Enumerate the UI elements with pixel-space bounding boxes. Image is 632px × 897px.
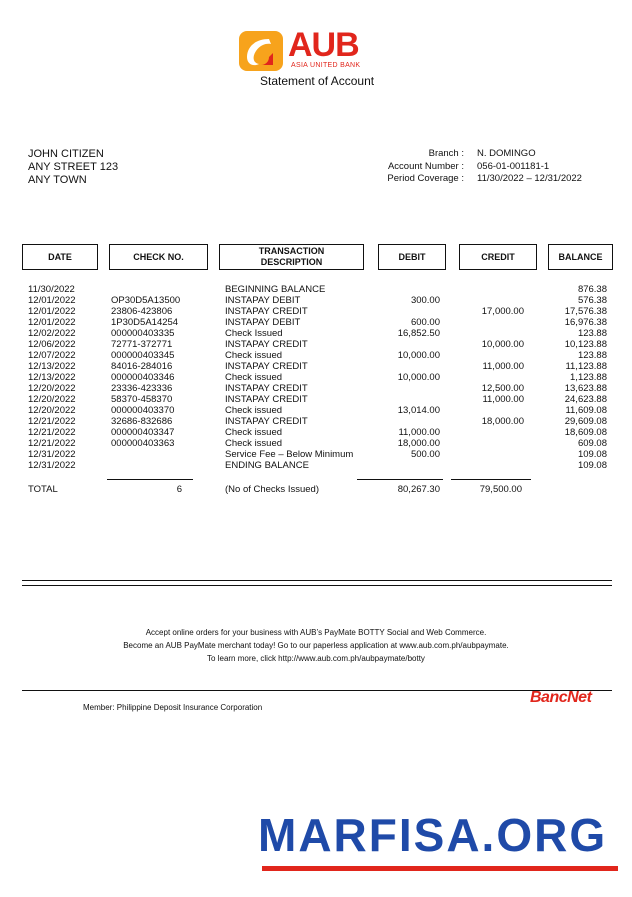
account-number-label: Account Number : [387,160,464,172]
pdic-member-text: Member: Philippine Deposit Insurance Corporation [83,703,263,712]
cell-desc: Check issued [225,438,283,449]
credit-total-rule [451,479,531,480]
bank-fullname: ASIA UNITED BANK [291,62,361,69]
cell-balance: 17,576.38 [564,306,607,317]
cell-desc: INSTAPAY CREDIT [225,394,308,405]
cell-check: 23806-423806 [111,306,173,317]
cell-desc: INSTAPAY CREDIT [225,339,308,350]
document-title: Statement of Account [260,74,375,88]
cell-date: 12/20/2022 [28,405,76,416]
bank-logo-text: AUB [288,26,359,64]
table-row [28,317,610,328]
cell-check: 1P30D5A14254 [111,317,179,328]
cell-desc: Check Issued [225,328,283,339]
cell-desc: INSTAPAY CREDIT [225,306,308,317]
cell-balance: 1,123.88 [570,372,607,383]
check-count-rule [107,479,193,480]
cell-credit: 11,000.00 [482,361,524,372]
promo-message [0,626,632,665]
header-debit: DEBIT [378,244,446,270]
watermark-underline [262,866,618,871]
cell-balance: 609.08 [577,438,607,449]
customer-town: ANY TOWN [28,174,87,186]
cell-debit: 500.00 [410,449,440,460]
cell-balance: 11,123.88 [565,361,607,372]
table-row [28,460,610,471]
cell-balance: 123.88 [577,328,607,339]
table-row [28,295,610,306]
cell-balance: 876.38 [577,284,607,295]
account-info-values [477,148,582,186]
watermark-text: MARFISA.ORG [258,809,608,861]
cell-credit: 11,000.00 [482,394,524,405]
table-row [28,416,610,427]
table-row [28,438,610,449]
header-date: DATE [22,244,98,270]
cell-balance: 10,123.88 [564,339,607,350]
cell-desc: Check issued [225,350,283,361]
table-row [28,394,610,405]
cell-check: 23336-423336 [111,383,173,394]
cell-desc: ENDING BALANCE [225,460,309,471]
table-row [28,405,610,416]
cell-desc: Check issued [225,372,283,383]
cell-check: 000000403345 [111,350,175,361]
cell-desc: Check issued [225,405,283,416]
table-row [28,427,610,438]
table-row [28,339,610,350]
branch-label: Branch : [428,148,464,159]
table-row [28,449,610,460]
period-value: 11/30/2022 – 12/31/2022 [477,173,582,184]
cell-date: 12/21/2022 [28,416,76,427]
table-row [28,372,610,383]
cell-date: 12/13/2022 [28,361,76,372]
table-row [28,350,610,361]
cell-check: 72771-372771 [111,339,173,350]
cell-debit: 16,852.50 [397,328,440,339]
cell-check: OP30D5A13500 [111,295,181,306]
cell-desc: INSTAPAY CREDIT [225,416,308,427]
cell-check: 84016-284016 [111,361,173,372]
cell-check: 000000403335 [111,328,175,339]
branch-value: N. DOMINGO [477,148,536,159]
cell-check: 32686-832686 [111,416,173,427]
cell-balance: 109.08 [577,449,607,460]
table-row [28,306,610,317]
cell-check: 000000403347 [111,427,175,438]
cell-debit: 10,000.00 [397,350,440,361]
customer-address [28,148,118,187]
promo-line-2: Become an AUB PayMate merchant today! Go to our paperless application at www.aub.com.ph/aubpaymate. [123,641,509,650]
cell-credit: 12,500.00 [481,383,524,394]
total-checks-note: (No of Checks Issued) [225,484,319,495]
cell-date: 12/01/2022 [28,317,76,328]
cell-balance: 11,609.08 [565,405,607,416]
table-row [28,383,610,394]
customer-street: ANY STREET 123 [28,161,119,173]
cell-date: 12/01/2022 [28,306,76,317]
double-rule-bottom [22,585,612,586]
cell-debit: 300.00 [410,295,440,306]
cell-debit: 18,000.00 [397,438,440,449]
cell-debit: 13,014.00 [397,405,440,416]
total-credit: 79,500.00 [479,484,522,495]
transaction-list [28,284,610,471]
cell-date: 11/30/2022 [28,284,75,295]
cell-date: 12/06/2022 [28,339,76,350]
total-debit: 80,267.30 [397,484,440,495]
cell-desc: INSTAPAY DEBIT [225,295,301,306]
table-row [28,284,610,295]
aub-logo-icon [239,31,283,71]
cell-balance: 576.38 [577,295,607,306]
total-label: TOTAL [28,484,58,495]
cell-desc: INSTAPAY CREDIT [225,361,308,372]
header-check-no: CHECK NO. [109,244,208,270]
cell-balance: 18,609.08 [564,427,607,438]
cell-credit: 18,000.00 [481,416,524,427]
cell-check: 000000403346 [111,372,175,383]
cell-date: 12/21/2022 [28,427,76,438]
header-transaction-description: TRANSACTION DESCRIPTION [219,244,364,270]
table-row [28,361,610,372]
footer-rule [22,690,612,691]
cell-balance: 123.88 [577,350,607,361]
header-credit: CREDIT [459,244,537,270]
cell-debit: 600.00 [410,317,440,328]
total-checks-count: 6 [176,484,182,495]
header-balance: BALANCE [548,244,613,270]
cell-balance: 109.08 [577,460,607,471]
cell-desc: INSTAPAY CREDIT [225,383,308,394]
customer-name: JOHN CITIZEN [28,148,104,160]
cell-date: 12/01/2022 [28,295,76,306]
cell-desc: INSTAPAY DEBIT [225,317,301,328]
period-label: Period Coverage : [387,173,464,184]
cell-desc: Check issued [225,427,283,438]
bancnet-logo: BancNet [530,689,592,706]
cell-credit: 10,000.00 [481,339,524,350]
debit-total-rule [357,479,443,480]
cell-debit: 10,000.00 [397,372,440,383]
account-number-value: 056-01-001181-1 [477,160,550,172]
table-row [28,328,610,339]
cell-check: 000000403370 [111,405,175,416]
cell-date: 12/21/2022 [28,438,76,449]
account-info-labels [330,148,464,186]
cell-credit: 17,000.00 [481,306,524,317]
cell-date: 12/31/2022 [28,460,76,471]
cell-date: 12/20/2022 [28,394,76,405]
cell-desc: BEGINNING BALANCE [225,284,326,295]
cell-balance: 24,623.88 [564,394,607,405]
promo-line-1: Accept online orders for your business with AUB’s PayMate BOTTY Social and Web Commerce. [145,628,487,637]
cell-date: 12/02/2022 [28,328,76,339]
cell-debit: 11,000.00 [398,427,440,438]
cell-date: 12/31/2022 [28,449,76,460]
cell-date: 12/07/2022 [28,350,76,361]
cell-balance: 16,976.38 [564,317,607,328]
cell-check: 000000403363 [111,438,175,449]
cell-balance: 13,623.88 [564,383,607,394]
cell-date: 12/13/2022 [28,372,76,383]
cell-date: 12/20/2022 [28,383,76,394]
double-rule-top [22,580,612,581]
promo-line-3: To learn more, click http://www.aub.com.ph/aubpaymate/botty [207,654,425,663]
cell-balance: 29,609.08 [564,416,607,427]
cell-desc: Service Fee – Below Minimum [225,449,354,460]
cell-check: 58370-458370 [111,394,173,405]
